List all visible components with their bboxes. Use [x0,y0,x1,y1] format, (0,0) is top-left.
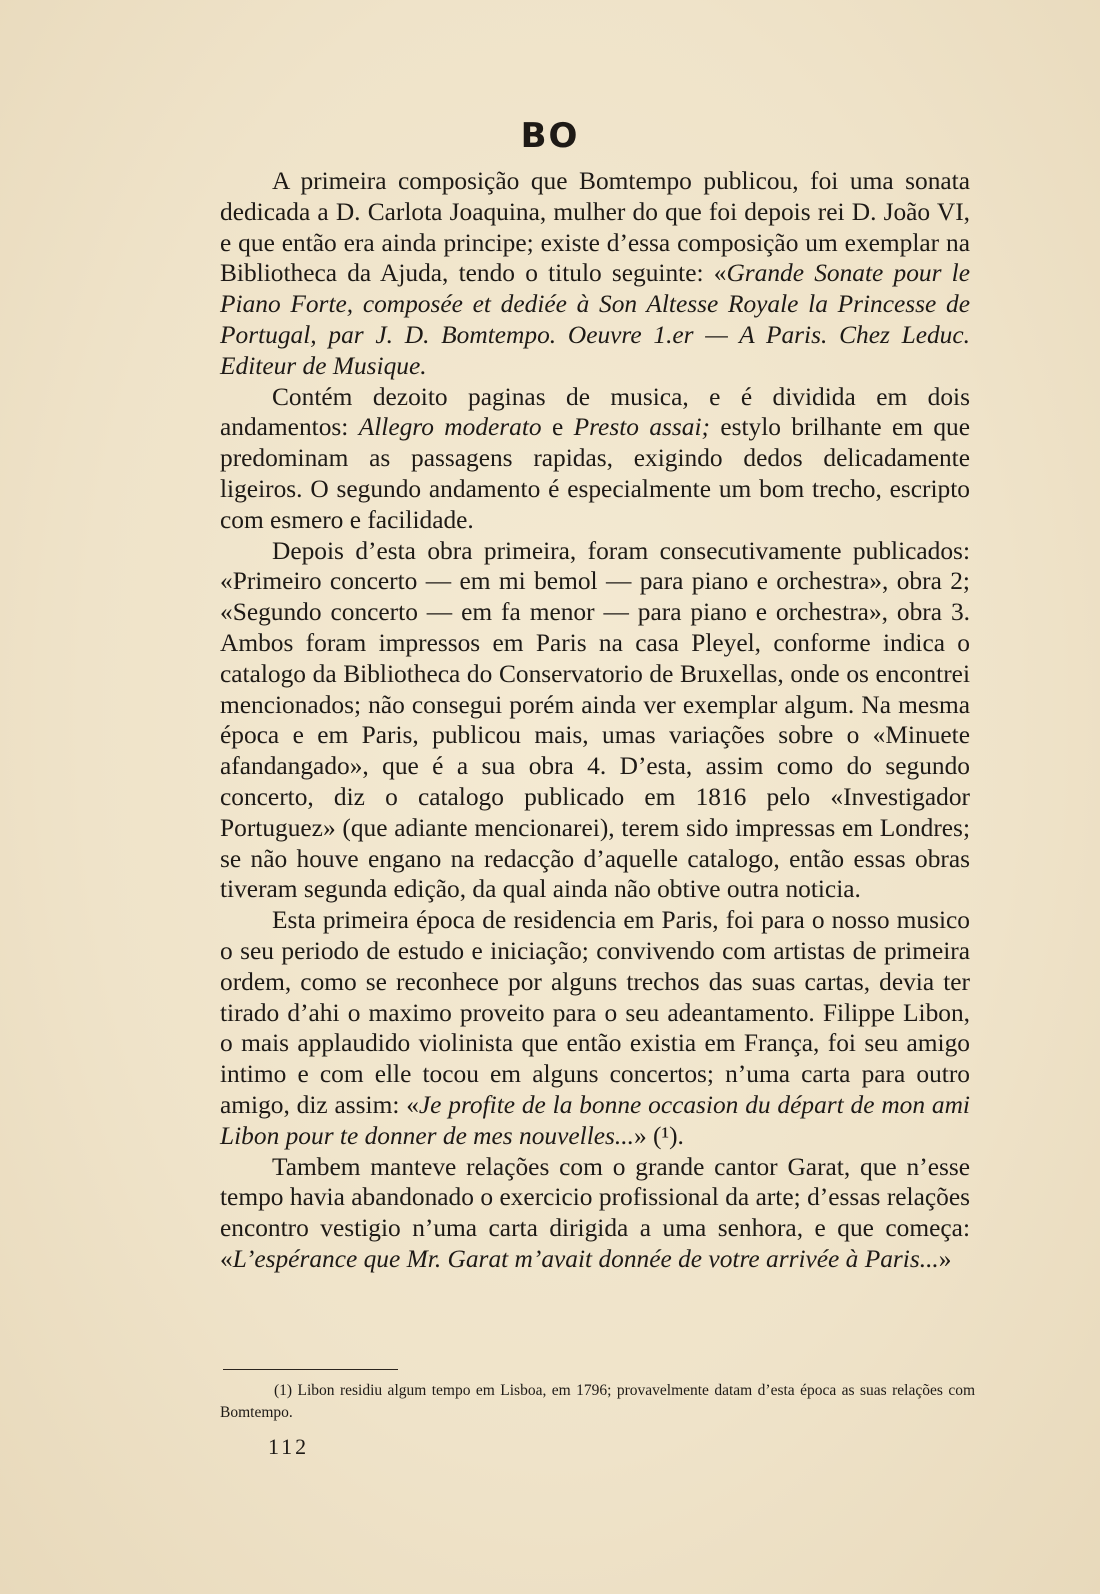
tempo-allegro-italic: Allegro moderato [358,413,542,442]
paragraph-3-text: Depois d’esta obra primeira, foram consecutivamente publicados: «Primeiro concerto — em mi bemol — para piano e orchestra», obra 2; «Segundo concerto — em fa menor — para piano e orchestra», obra 3. Ambos foram impressos em Paris na casa Pleyel, conforme indica o catalogo da Bibliotheca do Conservatorio de Bruxellas, onde os encontrei mencionados; não consegui porém ainda ver exemplar algum. Na mesma época e em Paris, publicou mais, umas variações sobre o «Minuete afandangado», que é a sua obra 4. D’esta, assim como do segundo concerto, diz o catalogo publicado em 1816 pelo «Investigador Portuguez» (que adiante mencionarei), terem sido impressas em Londres; se não houve engano na redacção d’aquelle catalogo, então essas obras tiveram segunda edição, da qual ainda não obtive outra noticia. [220,536,970,904]
footnote-divider [223,1369,398,1370]
garat-letter-quote-italic: L’espérance que Mr. Garat m’avait donnée de votre arrivée à Paris... [232,1244,939,1273]
paragraph-4-text-b: » (¹). [633,1121,684,1150]
paragraph-3 [220,536,970,906]
libon-letter-quote-italic: Je profite de la bonne occasion du départ de mon ami Libon pour te donner de mes nouvelles... [220,1090,970,1150]
paragraph-2 [220,382,970,536]
paragraph-4 [220,905,970,1151]
body-text [220,166,970,1275]
paragraph-1-text: A primeira composição que Bomtempo publicou, foi uma sonata dedicada a D. Carlota Joaquina, mulher do que foi depois rei D. João VI, e que então era ainda principe; existe d’essa composição um exemplar na Bibliotheca da Ajuda, tendo o titulo seguinte: « [220,167,970,288]
paragraph-2-text-b: e [541,413,574,442]
paragraph-5-text-b: » [938,1244,952,1273]
footnote [220,1380,975,1424]
paragraph-5-text-a: Tambem manteve relações com o grande cantor Garat, que n’esse tempo havia abandonado o exercicio profissional da arte; d’essas relações encontro vestigio n’uma carta dirigida a uma senhora, e que começa: « [220,1152,970,1273]
page-number: 112 [268,1434,310,1459]
paragraph-2-text-a: Contém dezoito paginas de musica, e é dividida em dois andamentos: [220,382,970,442]
footnote-text: (1) Libon residiu algum tempo em Lisboa, em 1796; provavelmente datam d’esta época as suas relações com Bomtempo. [220,1382,975,1421]
sonata-title-italic: Grande Sonate pour le Piano Forte, composée et dediée à Son Altesse Royale la Princesse de Portugal, par J. D. Bomtempo. Oeuvre 1.er — A Paris. Chez Leduc. Editeur de Musique. [220,259,971,380]
running-head: BO [520,116,580,156]
paragraph-4-text-a: Esta primeira época de residencia em Paris, foi para o nosso musico o seu periodo de estudo e iniciação; convivendo com artistas de primeira ordem, como se reconhece por alguns trechos das suas cartas, devia ter tirado d’ahi o maximo proveito para o seu adeantamento. Filippe Libon, o mais applaudido violinista que então existia em França, foi seu amigo intimo e com elle tocou em alguns concertos; n’uma carta para outro amigo, diz assim: « [220,906,970,1119]
paragraph-2-text-c: estylo brilhante em que predominam as passagens rapidas, exigindo dedos delicadamente ligeiros. O segundo andamento é especialmente um bom trecho, escripto com esmero e facilidade. [220,413,971,534]
paragraph-5 [220,1152,970,1275]
paragraph-1 [220,166,970,382]
tempo-presto-italic: Presto assai; [573,413,710,442]
